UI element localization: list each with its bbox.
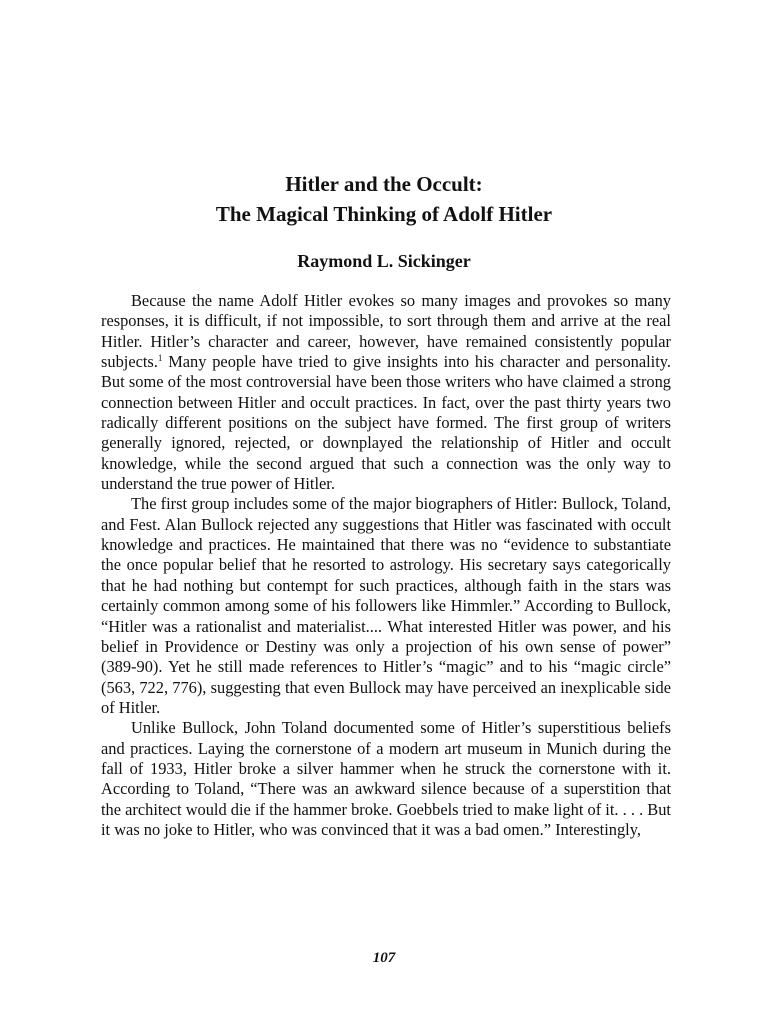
paragraph-1 bbox=[101, 291, 671, 494]
article-title bbox=[0, 169, 768, 229]
title-line-2: The Magical Thinking of Adolf Hitler bbox=[215, 202, 553, 226]
paragraph-3: Unlike Bullock, John Toland documented some of Hitler’s superstitious beliefs and practices. Laying the cornerstone of a modern art museum in Munich during the fall of 1933, Hitler broke a silver hammer when he struck the cornerstone with it. According to Toland, “There was an awkward silence because of a superstition that the architect would die if the hammer broke. Goebbels tried to make light of it. . . . But it was no joke to Hitler, who was convinced that it was a bad omen.” Interestingly, bbox=[101, 718, 671, 839]
title-line-1: Hitler and the Occult: bbox=[285, 172, 483, 196]
footnote-marker: 1 bbox=[157, 353, 163, 364]
paragraph-1-text-b: Many people have tried to give insights into his character and personality. But some of the most controversial have been those writers who have claimed a strong connection between Hitler and occult practices. In fact, over the past thirty years two radically different positions on the subject have formed. The first group of writers generally ignored, rejected, or downplayed the relationship of Hitler and occult knowledge, while the second argued that such a connection was the only way to understand the true power of Hitler. bbox=[101, 352, 671, 494]
page-number: 107 bbox=[372, 950, 396, 966]
paragraph-1-text-a: Because the name Adolf Hitler evokes so many images and provokes so many responses, it is difficult, if not impossible, to sort through them and arrive at the real Hitler. Hitler’s character and career, however, have remained consistently popular subjects. bbox=[101, 291, 671, 372]
article-body bbox=[101, 291, 671, 840]
paragraph-2: The first group includes some of the major biographers of Hitler: Bullock, Toland, and Fest. Alan Bullock rejected any suggestions that Hitler was fascinated with occult knowledge and practices. He maintained that there was no “evidence to substantiate the once popular belief that he resorted to astrology. His secretary says categorically that he had nothing but contempt for such practices, although faith in the stars was certainly common among some of his followers like Himmler.” According to Bullock, “Hitler was a rationalist and materialist.... What interested Hitler was power, and his belief in Providence or Destiny was only a projection of his own sense of power” (389-90). Yet he still made references to Hitler’s “magic” and to his “magic circle” (563, 722, 776), suggesting that even Bullock may have perceived an inexplicable side of Hitler. bbox=[101, 494, 671, 717]
author-name: Raymond L. Sickinger bbox=[297, 251, 471, 271]
